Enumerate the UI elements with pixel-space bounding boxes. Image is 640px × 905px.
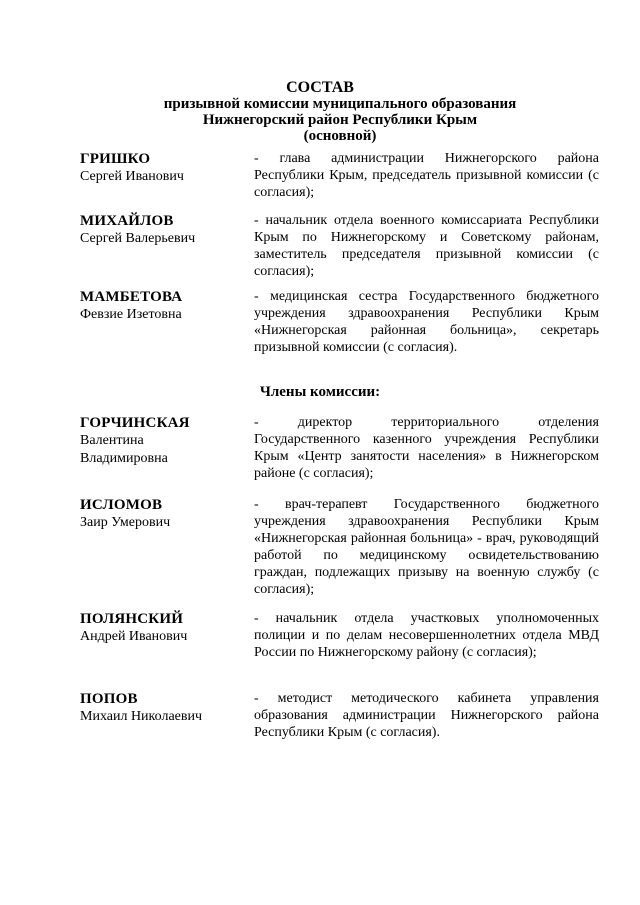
member-surname: МАМБЕТОВА (80, 289, 183, 305)
member-surname: ГРИШКО (80, 151, 151, 167)
member-given-name: Валентина (80, 433, 144, 448)
member-name (80, 414, 245, 468)
member-role: - медицинская сестра Государственного бюджетного учреждения здравоохранения Республики Крым «Нижнегорская районная больница», секретарь призывной комиссии (с согласия). (254, 289, 599, 355)
member-name (80, 690, 245, 726)
member-surname: ГОРЧИНСКАЯ (80, 415, 190, 431)
member-given-name: Сергей Иванович (80, 169, 184, 184)
member-role: - начальник отдела военного комиссариата Республики Крым по Нижнегорскому и Советскому районам, заместитель председателя призывной комиссии (с согласия); (254, 213, 599, 279)
member-role: - начальник отдела участковых уполномоченных полиции и по делам несовершеннолетних отдела МВД России по Нижнегорскому району (с согласия); (254, 611, 599, 660)
member-role: - методист методического кабинета управления образования администрации Нижнегорского района Республики Крым (с согласия). (254, 691, 599, 740)
members-heading: Члены комиссии: (259, 384, 381, 400)
header-line-2: Нижнегорский район Республики Крым (202, 112, 478, 128)
document-header (0, 80, 640, 144)
member-surname: МИХАЙЛОВ (80, 213, 174, 229)
member-name (80, 212, 245, 248)
member-surname: ПОЛЯНСКИЙ (80, 611, 184, 627)
member-given-name: Андрей Иванович (80, 629, 188, 644)
member-given-name: Владимировна (80, 451, 168, 466)
member-name (80, 610, 245, 646)
member-role: - директор территориального отделения Государственного казенного учреждения Республики Крым «Центр занятости населения» в Нижнегорском районе (с согласия); (254, 415, 599, 481)
member-given-name: Михаил Николаевич (80, 709, 203, 724)
member-given-name: Заир Умерович (80, 515, 171, 530)
member-name (80, 288, 245, 324)
member-role: - глава администрации Нижнегорского района Республики Крым, председатель призывной комиссии (с согласия); (254, 151, 599, 200)
member-surname: ИСЛОМОВ (80, 497, 163, 513)
member-surname: ПОПОВ (80, 691, 138, 707)
header-line-1: призывной комиссии муниципального образования (163, 96, 517, 112)
member-name (80, 150, 245, 186)
member-given-name: Февзие Изетовна (80, 307, 182, 322)
member-name (80, 496, 245, 532)
document-title: СОСТАВ (286, 79, 354, 96)
header-line-3: (основной) (303, 128, 377, 144)
member-given-name: Сергей Валерьевич (80, 231, 196, 246)
member-role: - врач-терапевт Государственного бюджетного учреждения здравоохранения Республики Крым «Нижнегорская районная больница» - врач, руководящий работой по медицинскому освидетельствованию граждан, подлежащих призыву на военную службу (с согласия); (254, 497, 599, 597)
